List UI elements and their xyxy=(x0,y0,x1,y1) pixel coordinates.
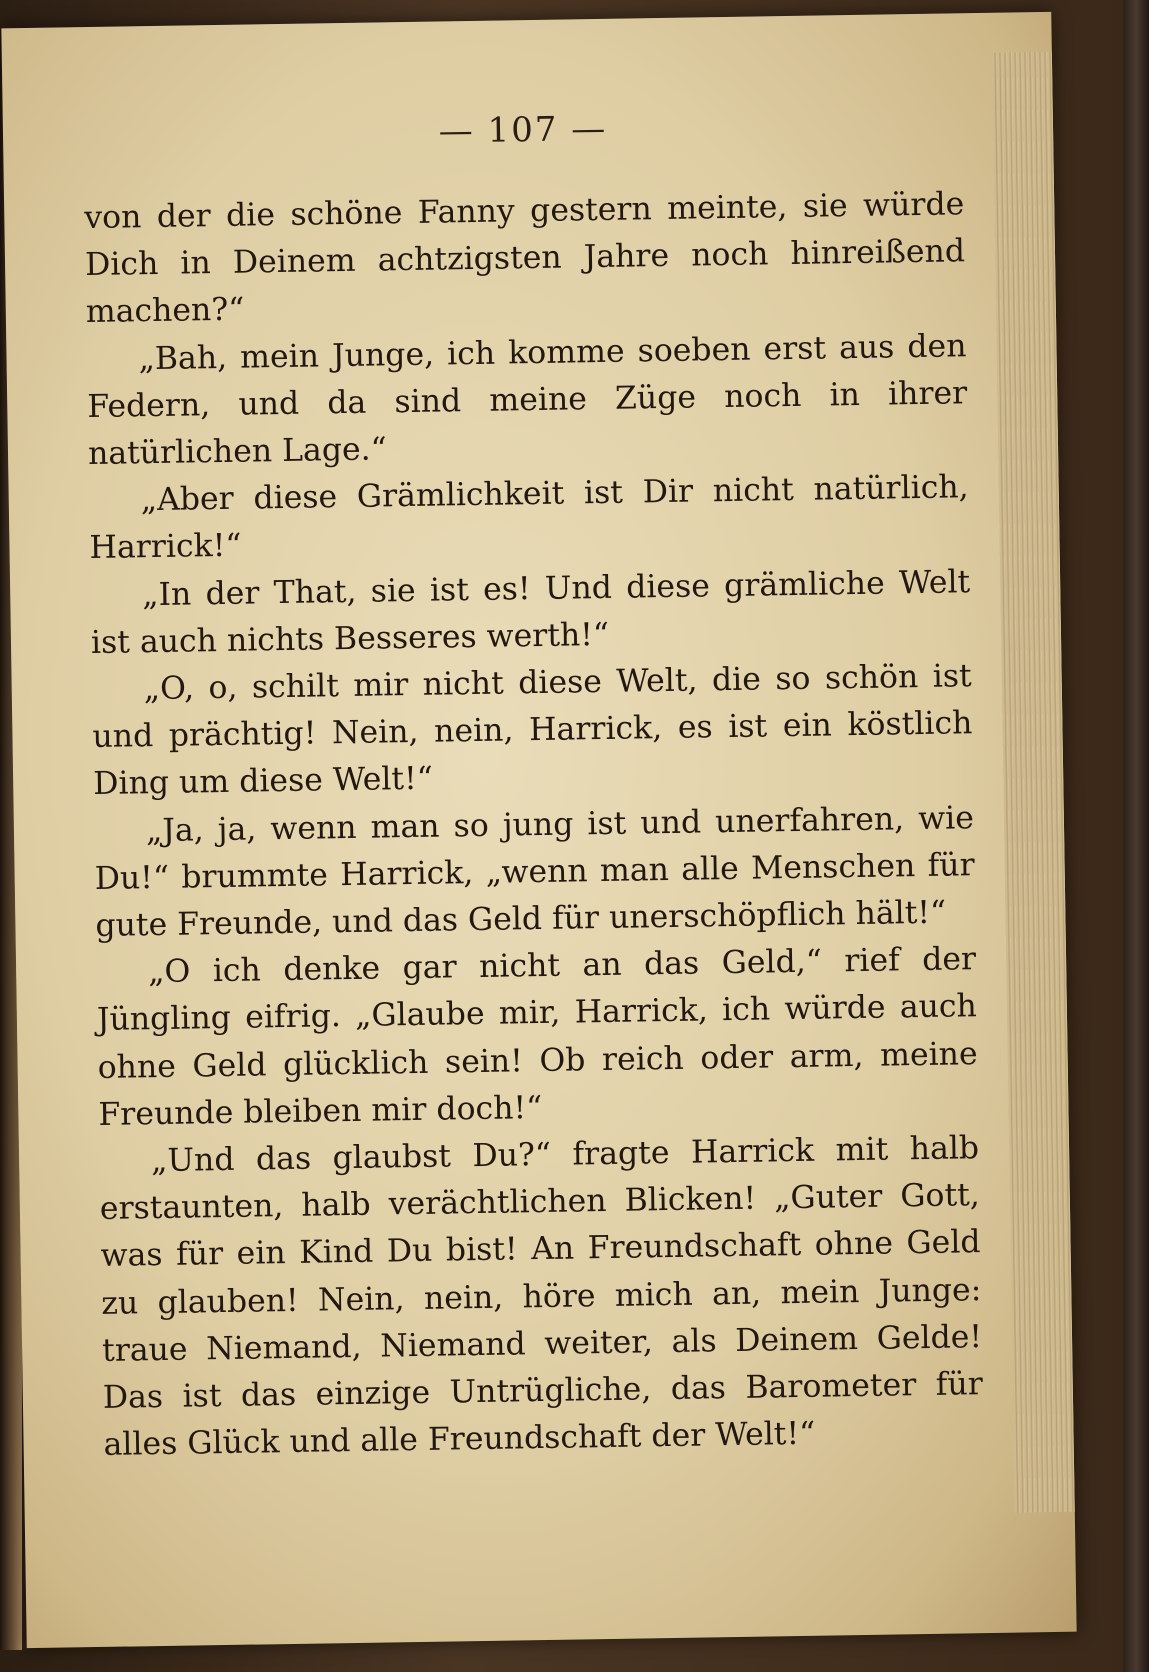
page-number: — 107 — xyxy=(438,108,608,152)
paragraph: von der die schöne Fanny gestern meinte, sie würde Dich in Deinem achtzigsten Jahre noch hinreißend machen?“ xyxy=(84,186,966,331)
paragraph: „Und das glaubst Du?“ fragte Harrick mit halb erstaunten, halb verächtlichen Blicken! „Guter Gott, was für ein Kind Du bist! An Freundschaft ohne Geld zu glauben! Nein, nein, höre mich an, mein Junge: traue Niemand, Niemand weiter, als Deinem Gelde! Das ist das einzige Untrügliche, das Barometer für alles Glück und alle Freundschaft der Welt!“ xyxy=(99,1130,984,1464)
paragraph: „Ja, ja, wenn man so jung ist und unerfahren, wie Du!“ brummte Harrick, „wenn man alle Menschen für gute Freunde, und das Geld für unerschöpflich hält!“ xyxy=(94,799,975,945)
book-page xyxy=(1,12,1076,1648)
paragraph: „Aber diese Grämlichkeit ist Dir nicht natürlich, Harrick!“ xyxy=(89,469,969,567)
paragraph: „In der That, sie ist es! Und diese grämliche Welt ist auch nichts Besseres werth!“ xyxy=(90,563,971,661)
book-cover-edge xyxy=(1123,0,1149,1672)
paragraph: „O ich denke gar nicht an das Geld,“ rief der Jüngling eifrig. „Glaube mir, Harrick, ich würde auch ohne Geld glücklich sein! Ob reich oder arm, meine Freunde bleiben mir doch!“ xyxy=(96,941,978,1133)
page-content xyxy=(83,103,984,1469)
body-text xyxy=(84,181,984,1469)
paragraph: „O, o, schilt mir nicht diese Welt, die so schön ist und prächtig! Nein, nein, Harrick, es ist ein köstlich Ding um diese Welt!“ xyxy=(92,658,973,803)
paragraph: „Bah, mein Junge, ich komme soeben erst aus den Federn, und da sind meine Züge noch in ihrer natürlichen Lage.“ xyxy=(87,327,968,473)
page-stack-edge xyxy=(992,52,1075,1513)
